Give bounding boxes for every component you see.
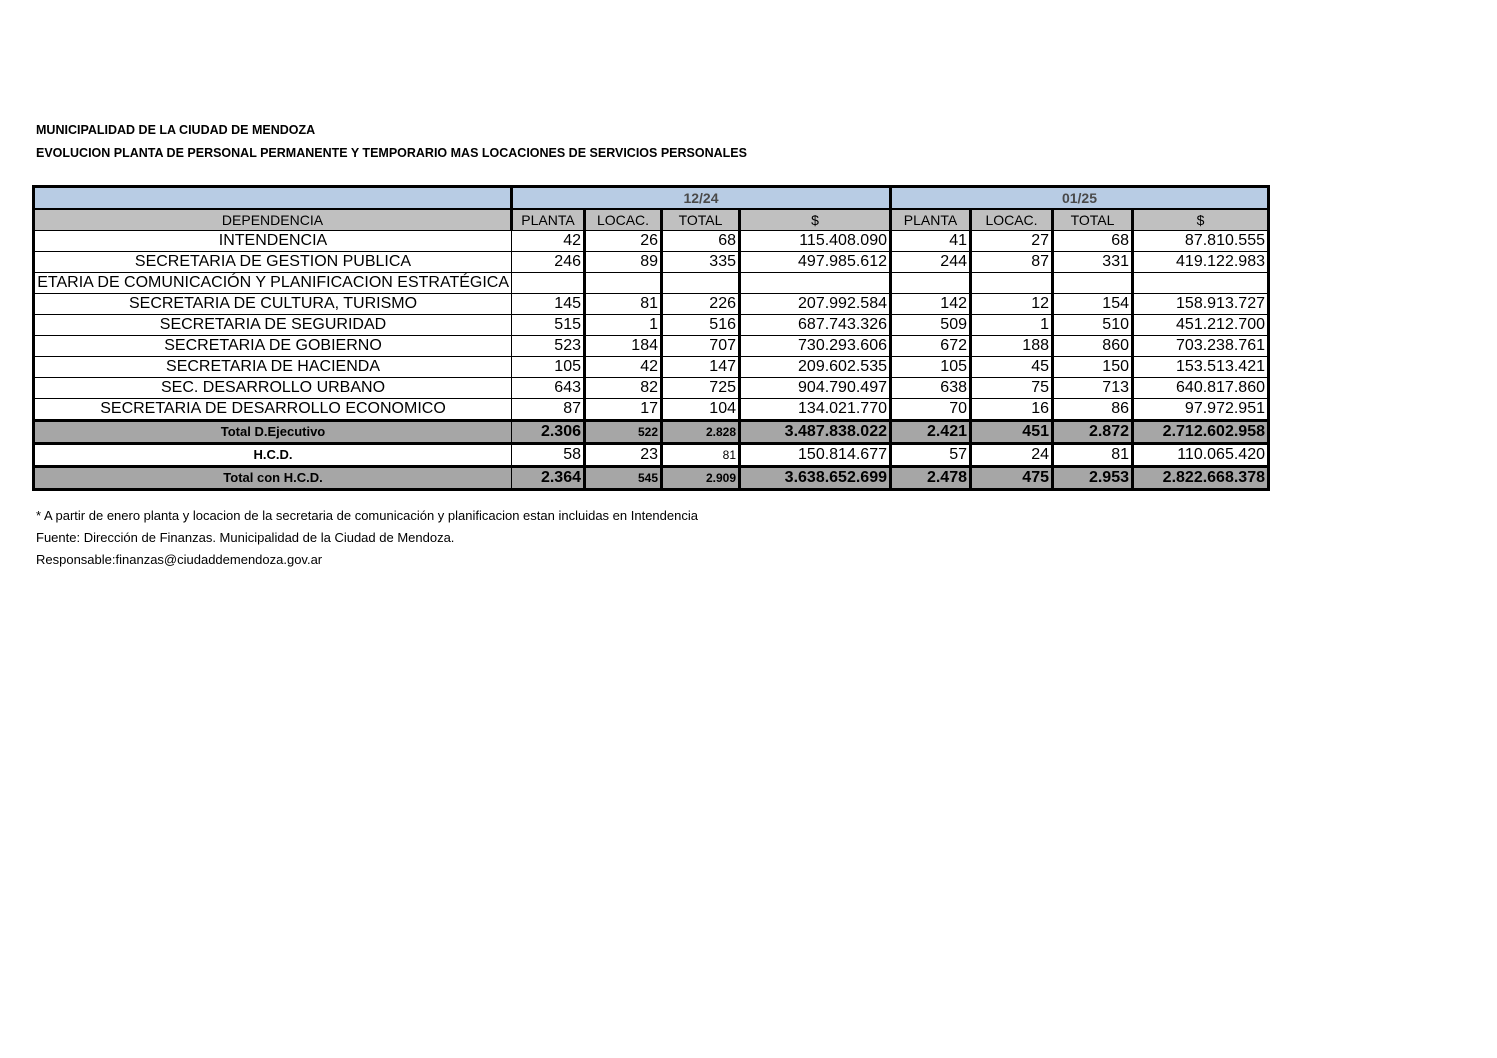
table-row — [34, 315, 1269, 336]
column-header: TOTAL — [662, 209, 740, 231]
value-cell: 68 — [662, 231, 740, 252]
column-header: DEPENDENCIA — [34, 209, 512, 231]
value-cell: 150.814.677 — [740, 444, 891, 467]
value-cell: 2.953 — [1053, 467, 1133, 490]
value-cell: 860 — [1053, 336, 1133, 357]
value-cell: 27 — [971, 231, 1053, 252]
value-cell: 1 — [585, 315, 662, 336]
value-cell — [1053, 273, 1133, 294]
period-blank — [34, 187, 512, 210]
value-cell: 672 — [891, 336, 971, 357]
value-cell: 3.638.652.699 — [740, 467, 891, 490]
value-cell: 12 — [971, 294, 1053, 315]
note-fuente: Fuente: Dirección de Finanzas. Municipalidad de la Ciudad de Mendoza. — [36, 530, 455, 545]
value-cell — [740, 273, 891, 294]
value-cell: 2.712.602.958 — [1133, 421, 1269, 444]
value-cell: 104 — [662, 399, 740, 421]
value-cell: 158.913.727 — [1133, 294, 1269, 315]
period-0125: 01/25 — [891, 187, 1269, 210]
dependencia-cell: SECRETARIA DE DESARROLLO ECONOMICO — [34, 399, 512, 421]
dependencia-cell: ETARIA DE COMUNICACIÓN Y PLANIFICACION ESTRATÉGICA — [34, 273, 512, 294]
period-header-row — [34, 187, 1269, 210]
value-cell: 89 — [585, 252, 662, 273]
value-cell: 142 — [891, 294, 971, 315]
dependencia-cell: Total D.Ejecutivo — [34, 421, 512, 444]
value-cell: 331 — [1053, 252, 1133, 273]
value-cell: 2.828 — [662, 421, 740, 444]
value-cell: 2.909 — [662, 467, 740, 490]
total-hcd-row — [34, 467, 1269, 490]
column-header: $ — [740, 209, 891, 231]
value-cell: 41 — [891, 231, 971, 252]
value-cell: 17 — [585, 399, 662, 421]
value-cell: 81 — [1053, 444, 1133, 467]
value-cell: 904.790.497 — [740, 378, 891, 399]
value-cell: 16 — [971, 399, 1053, 421]
value-cell: 147 — [662, 357, 740, 378]
value-cell: 638 — [891, 378, 971, 399]
value-cell: 81 — [585, 294, 662, 315]
value-cell: 509 — [891, 315, 971, 336]
value-cell: 510 — [1053, 315, 1133, 336]
dependencia-cell: SECRETARIA DE GESTION PUBLICA — [34, 252, 512, 273]
value-cell: 150 — [1053, 357, 1133, 378]
value-cell: 97.972.951 — [1133, 399, 1269, 421]
value-cell: 57 — [891, 444, 971, 467]
value-cell: 2.872 — [1053, 421, 1133, 444]
table-row — [34, 294, 1269, 315]
table-row — [34, 252, 1269, 273]
value-cell: 515 — [512, 315, 585, 336]
column-header: PLANTA — [512, 209, 585, 231]
table-row — [34, 231, 1269, 252]
value-cell: 153.513.421 — [1133, 357, 1269, 378]
column-header: LOCAC. — [585, 209, 662, 231]
value-cell: 475 — [971, 467, 1053, 490]
value-cell: 45 — [971, 357, 1053, 378]
note-enero: * A partir de enero planta y locacion de la secretaria de comunicación y planificacion estan incluidas en Intendencia — [36, 508, 698, 523]
value-cell: 640.817.860 — [1133, 378, 1269, 399]
table-row — [34, 399, 1269, 421]
value-cell: 451.212.700 — [1133, 315, 1269, 336]
value-cell: 75 — [971, 378, 1053, 399]
dependencia-cell: SECRETARIA DE SEGURIDAD — [34, 315, 512, 336]
value-cell: 86 — [1053, 399, 1133, 421]
value-cell: 110.065.420 — [1133, 444, 1269, 467]
value-cell: 42 — [585, 357, 662, 378]
value-cell: 419.122.983 — [1133, 252, 1269, 273]
value-cell: 2.478 — [891, 467, 971, 490]
value-cell: 522 — [585, 421, 662, 444]
column-header-row — [34, 209, 1269, 231]
value-cell: 105 — [512, 357, 585, 378]
value-cell: 3.487.838.022 — [740, 421, 891, 444]
table-row — [34, 273, 1269, 294]
value-cell: 105 — [891, 357, 971, 378]
document-title: MUNICIPALIDAD DE LA CIUDAD DE MENDOZA — [36, 123, 316, 137]
value-cell: 707 — [662, 336, 740, 357]
column-header: $ — [1133, 209, 1269, 231]
value-cell: 184 — [585, 336, 662, 357]
column-header: PLANTA — [891, 209, 971, 231]
value-cell — [662, 273, 740, 294]
dependencia-cell: H.C.D. — [34, 444, 512, 467]
value-cell: 713 — [1053, 378, 1133, 399]
table-row — [34, 336, 1269, 357]
value-cell: 154 — [1053, 294, 1133, 315]
value-cell: 87 — [512, 399, 585, 421]
value-cell: 244 — [891, 252, 971, 273]
value-cell: 145 — [512, 294, 585, 315]
table-row — [34, 357, 1269, 378]
value-cell: 730.293.606 — [740, 336, 891, 357]
value-cell: 451 — [971, 421, 1053, 444]
table-body — [34, 187, 1269, 490]
value-cell: 523 — [512, 336, 585, 357]
dependencia-cell: INTENDENCIA — [34, 231, 512, 252]
value-cell: 81 — [662, 444, 740, 467]
period-1224: 12/24 — [512, 187, 891, 210]
value-cell: 26 — [585, 231, 662, 252]
value-cell: 497.985.612 — [740, 252, 891, 273]
value-cell: 23 — [585, 444, 662, 467]
value-cell — [971, 273, 1053, 294]
value-cell: 643 — [512, 378, 585, 399]
value-cell: 24 — [971, 444, 1053, 467]
value-cell — [1133, 273, 1269, 294]
value-cell: 68 — [1053, 231, 1133, 252]
value-cell: 115.408.090 — [740, 231, 891, 252]
value-cell: 2.822.668.378 — [1133, 467, 1269, 490]
value-cell: 134.021.770 — [740, 399, 891, 421]
dependencia-cell: SECRETARIA DE GOBIERNO — [34, 336, 512, 357]
value-cell: 87 — [971, 252, 1053, 273]
value-cell: 226 — [662, 294, 740, 315]
value-cell: 207.992.584 — [740, 294, 891, 315]
value-cell: 209.602.535 — [740, 357, 891, 378]
value-cell: 87.810.555 — [1133, 231, 1269, 252]
value-cell: 82 — [585, 378, 662, 399]
value-cell: 188 — [971, 336, 1053, 357]
column-header: TOTAL — [1053, 209, 1133, 231]
document-subtitle: EVOLUCION PLANTA DE PERSONAL PERMANENTE Y TEMPORARIO MAS LOCACIONES DE SERVICIOS PERSONALES — [36, 146, 747, 160]
note-responsable: Responsable:finanzas@ciudaddemendoza.gov.ar — [36, 552, 323, 567]
value-cell: 545 — [585, 467, 662, 490]
dependencia-cell: SECRETARIA DE CULTURA, TURISMO — [34, 294, 512, 315]
value-cell: 335 — [662, 252, 740, 273]
dependencia-cell: SECRETARIA DE HACIENDA — [34, 357, 512, 378]
total-ejecutivo-row — [34, 421, 1269, 444]
column-header: LOCAC. — [971, 209, 1053, 231]
dependencia-cell: SEC. DESARROLLO URBANO — [34, 378, 512, 399]
table-row — [34, 378, 1269, 399]
value-cell: 2.421 — [891, 421, 971, 444]
value-cell — [585, 273, 662, 294]
value-cell: 2.364 — [512, 467, 585, 490]
value-cell: 42 — [512, 231, 585, 252]
value-cell: 725 — [662, 378, 740, 399]
value-cell: 70 — [891, 399, 971, 421]
dependencia-cell: Total con H.C.D. — [34, 467, 512, 490]
value-cell: 687.743.326 — [740, 315, 891, 336]
value-cell: 516 — [662, 315, 740, 336]
personnel-table — [32, 185, 1270, 491]
value-cell: 2.306 — [512, 421, 585, 444]
footnotes — [36, 505, 698, 571]
value-cell — [891, 273, 971, 294]
value-cell: 58 — [512, 444, 585, 467]
value-cell: 703.238.761 — [1133, 336, 1269, 357]
value-cell — [512, 273, 585, 294]
hcd-row — [34, 444, 1269, 467]
value-cell: 1 — [971, 315, 1053, 336]
value-cell: 246 — [512, 252, 585, 273]
